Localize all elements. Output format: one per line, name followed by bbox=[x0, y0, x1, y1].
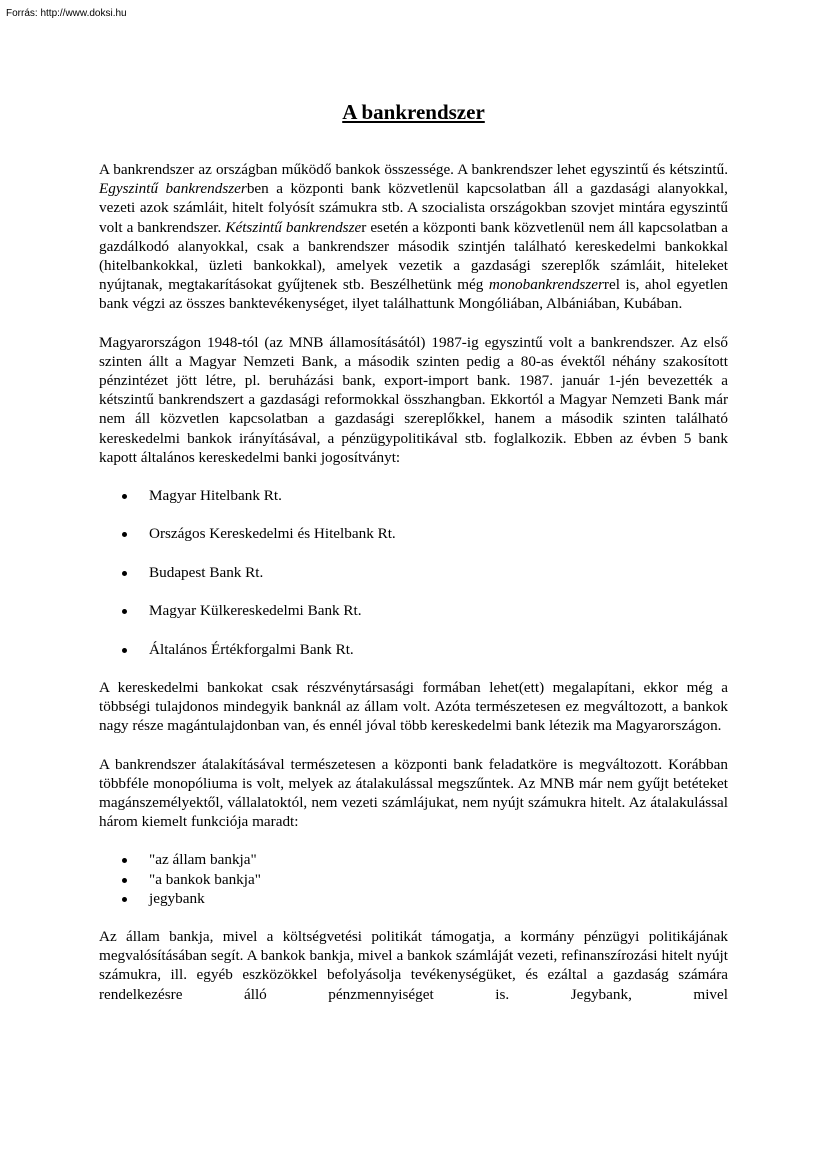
bullet-icon bbox=[122, 571, 127, 576]
term-monobank: monobankrendszer bbox=[488, 276, 604, 294]
document-body bbox=[99, 160, 728, 1004]
list-item: "az állam bankja" bbox=[99, 850, 728, 869]
bullet-icon bbox=[122, 609, 127, 614]
intro-text-3: r esetén a központi bank közvetlenül nem áll kapcsolatban a gazdálkodó alanyokkal, csak a bankrendszer második szintjén található kereskedelmi bankokkal (hitelbankokkal, üzleti bankokkal), amelyek vezetik a gazdasági szereplők számláit, hiteleket nyújtanak, megtakarításokat gyűjtenek stb. Beszélhetünk még bbox=[99, 218, 728, 294]
bullet-icon bbox=[122, 897, 127, 902]
paragraph-functions: Az állam bankja, mivel a költségvetési politikát támogatja, a kormány pénzügyi politikájának megvalósításában segít. A bankok bankja, mivel a bankok számláját vezeti, refinanszírozási hitelt nyújt számukra, ill. egyéb eszközökkel befolyásolja tevékenységüket, és ezáltal a gazdaság számára rendelkezésre álló pénzmennyiséget is. Jegybank, mivel bbox=[99, 927, 728, 1003]
bullet-icon bbox=[122, 532, 127, 537]
list-item: Általános Értékforgalmi Bank Rt. bbox=[99, 640, 728, 659]
source-note: Forrás: http://www.doksi.hu bbox=[6, 8, 127, 19]
bullet-icon bbox=[122, 648, 127, 653]
list-item: Magyar Külkereskedelmi Bank Rt. bbox=[99, 601, 728, 620]
bank-list bbox=[99, 486, 728, 659]
paragraph-central-bank: A bankrendszer átalakításával természetesen a központi bank feladatköre is megváltozott. Korábban többféle monopóliuma is volt, melyek az átalakulással megszűntek. Az MNB már nem gyűjt betéteket magánszemélyektől, vállalatoktól, nem vezeti számlájukat, nem nyújt számukra hitelt. Az átalakulással három kiemelt funkciója maradt: bbox=[99, 755, 728, 831]
term-two-tier: Kétszintű bankrendsze bbox=[225, 218, 362, 236]
page-title: A bankrendszer bbox=[342, 100, 485, 124]
list-item: Országos Kereskedelmi és Hitelbank Rt. bbox=[99, 524, 728, 543]
list-item: Magyar Hitelbank Rt. bbox=[99, 486, 728, 505]
bullet-icon bbox=[122, 858, 127, 863]
function-list bbox=[99, 850, 728, 908]
intro-text-1: A bankrendszer az országban működő bankok összessége. A bankrendszer lehet egyszintű és kétszintű. bbox=[99, 161, 728, 178]
intro-text-2: ben a központi bank közvetlenül kapcsolatban áll a gazdasági alanyokkal, vezeti azok számláit, hitelt folyósít számukra stb. A szocialista országokban szovjet mintára egyszintű volt a bankrendszer. bbox=[99, 180, 728, 236]
intro-text-4: rel is, ahol egyetlen bank végzi az összes banktevékenységet, ilyet találhattunk Mongóliában, Albániában, Kubában. bbox=[99, 276, 728, 313]
paragraph-intro bbox=[99, 160, 728, 314]
list-item: Budapest Bank Rt. bbox=[99, 563, 728, 582]
bullet-icon bbox=[122, 878, 127, 883]
list-item: jegybank bbox=[99, 889, 728, 908]
bullet-icon bbox=[122, 494, 127, 499]
term-single-tier: Egyszintű bankrendszer bbox=[99, 180, 247, 198]
list-item: "a bankok bankja" bbox=[99, 870, 728, 889]
paragraph-ownership: A kereskedelmi bankokat csak részvénytársasági formában lehet(ett) megalapítani, ekkor még a többségi tulajdonos mindegyik banknál az állam volt. Azóta természetesen ez megváltozott, a bankok nagy része magántulajdonban van, és ennél jóval több kereskedelmi bank létezik ma Magyarországon. bbox=[99, 678, 728, 735]
paragraph-history: Magyarországon 1948-tól (az MNB államosításától) 1987-ig egyszintű volt a bankrendszer. Az első szinten állt a Magyar Nemzeti Bank, a második szinten pedig a 80-as évektől néhány szakosított pénzintézet jött létre, pl. beruházási bank, export-import bank. 1987. január 1-jén bevezették a kétszintű bankrendszert a gazdasági reformokkal összhangban. Ekkortól a Magyar Nemzeti Bank már nem áll közvetlen kapcsolatban a gazdasági szereplőkkel, hanem a második szinten található kereskedelmi bankok irányításával, a pénzügypolitikával stb. foglalkozik. Ebben az évben 5 bank kapott általános kereskedelmi banki jogosítványt: bbox=[99, 333, 728, 466]
